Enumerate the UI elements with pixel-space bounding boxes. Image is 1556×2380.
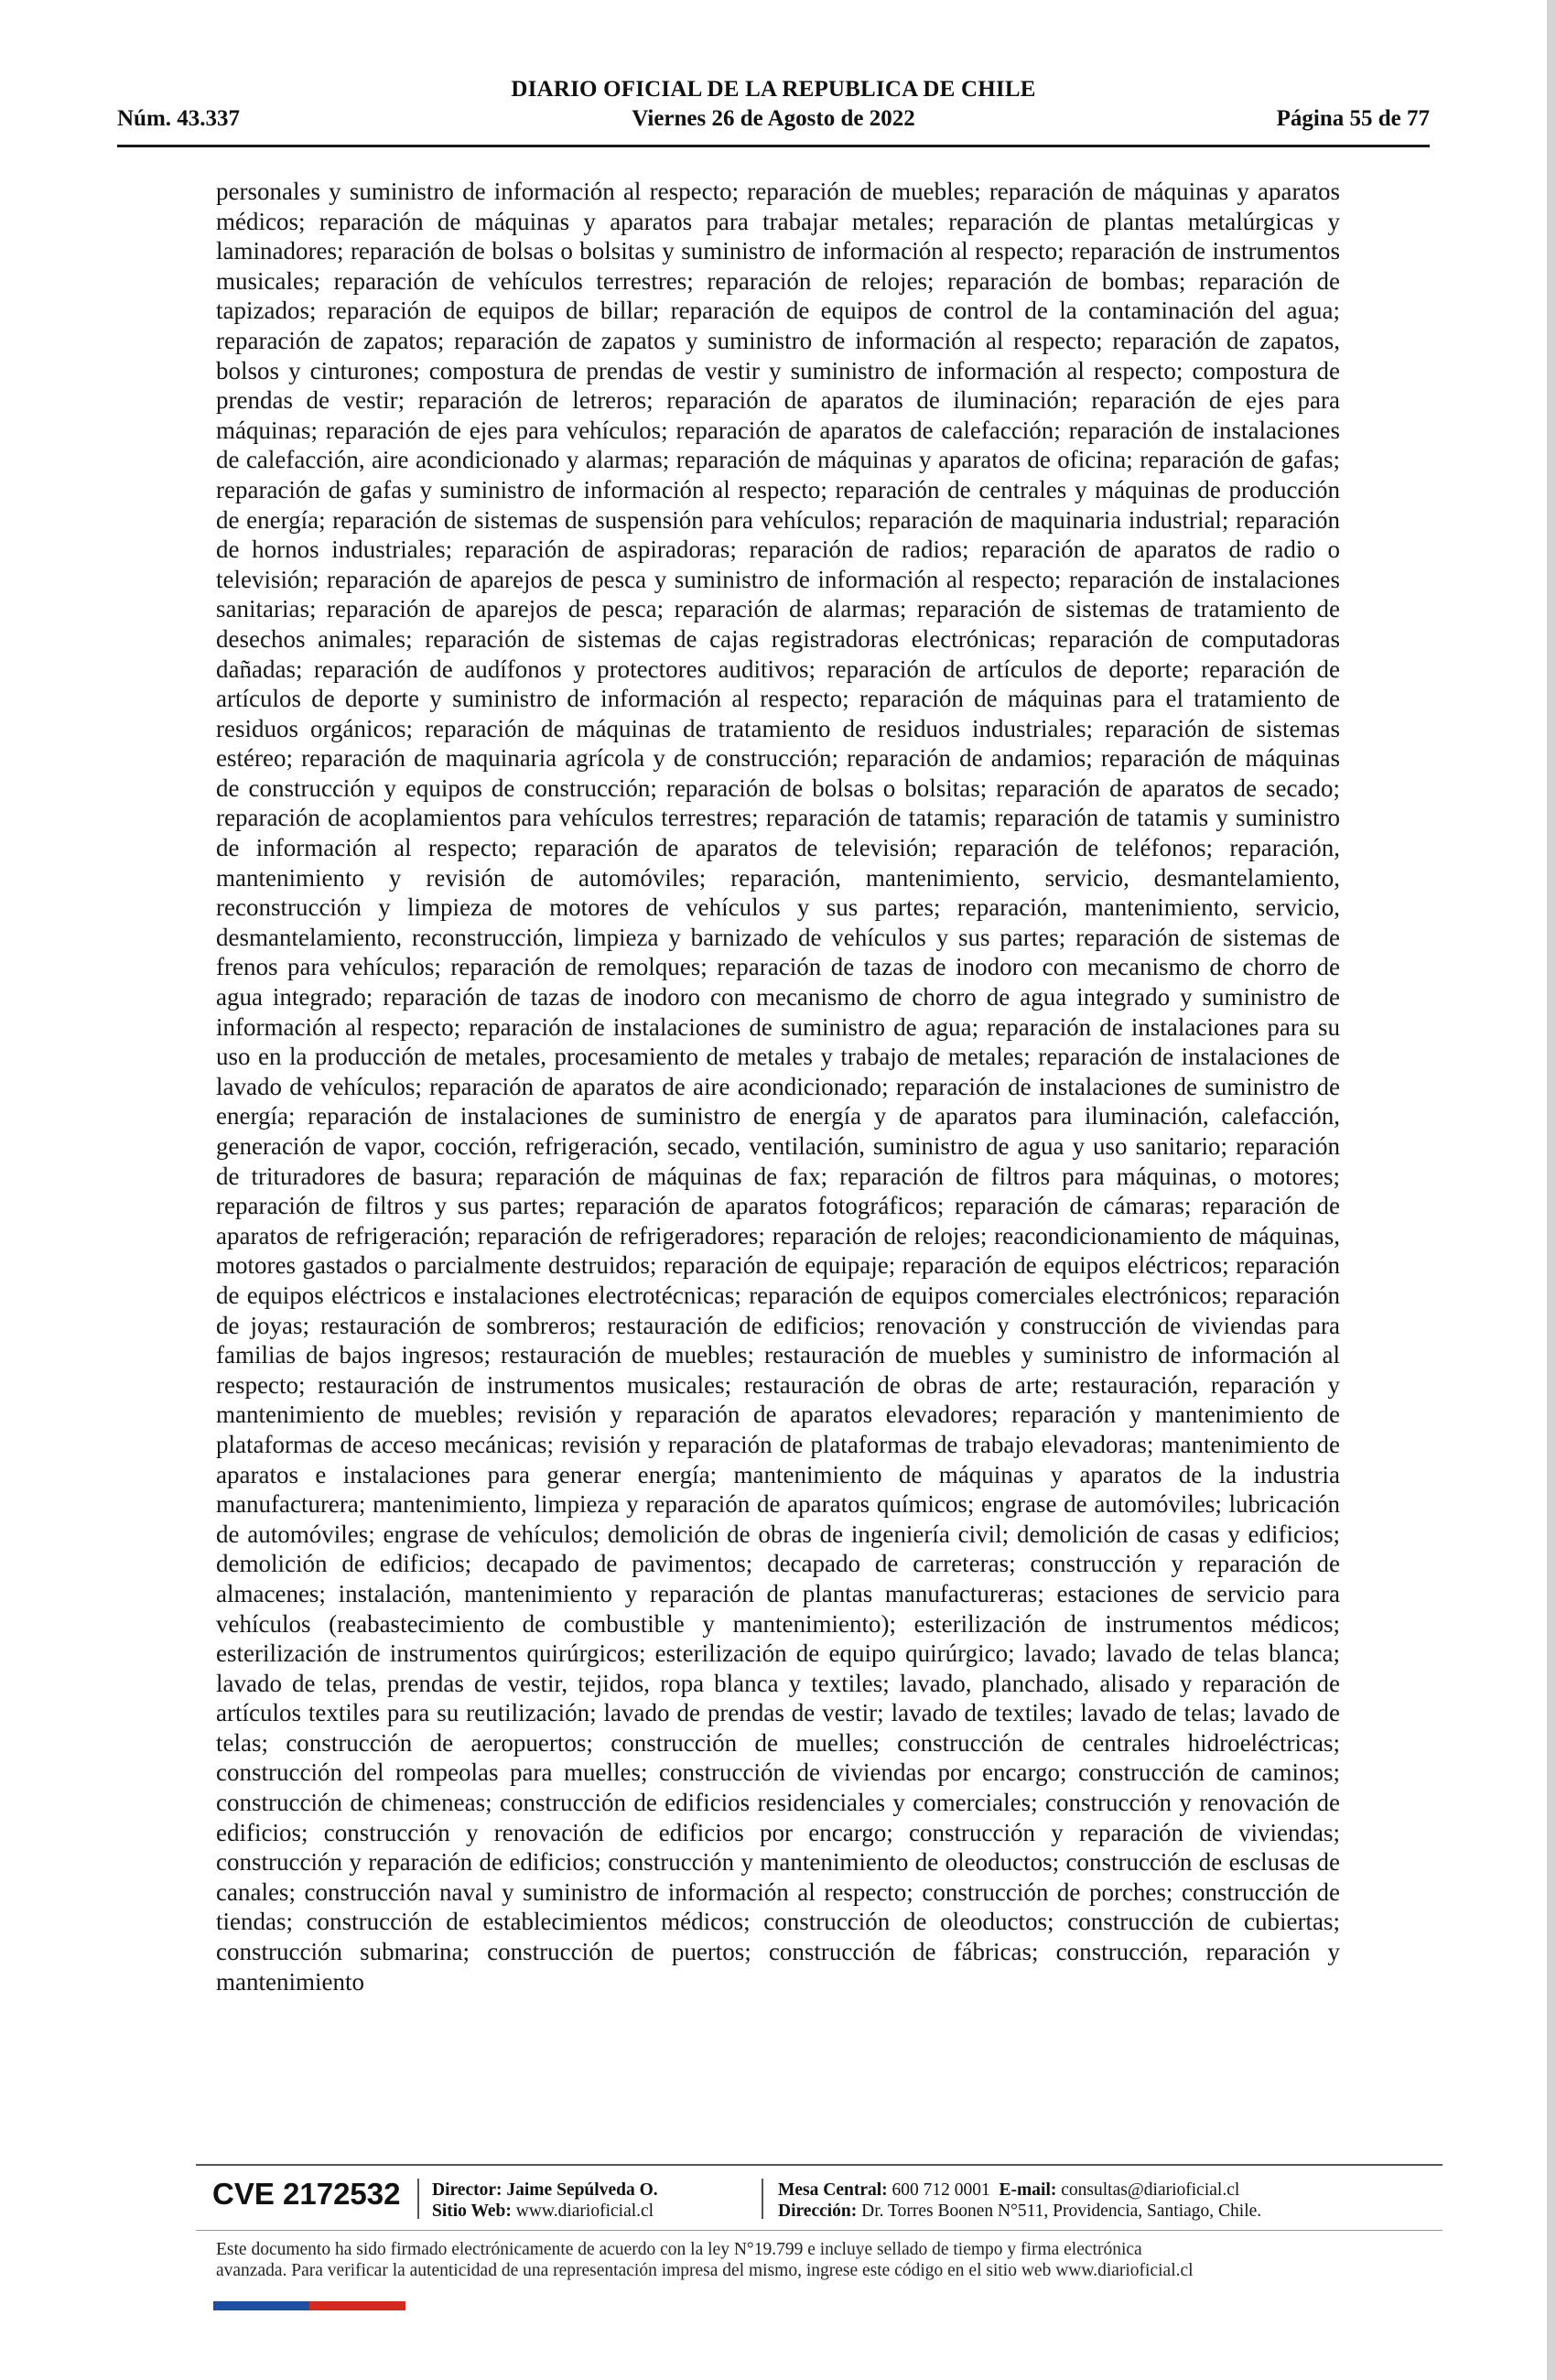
flag-blue-segment: [213, 2301, 309, 2310]
email-label: E-mail:: [999, 2180, 1057, 2200]
page-header: [117, 77, 1430, 146]
footer-director-block: [432, 2180, 658, 2222]
director-name: Jaime Sepúlveda O.: [506, 2180, 658, 2200]
issue-number: Núm. 43.337: [117, 106, 241, 131]
cve-code: CVE 2172532: [212, 2177, 401, 2211]
address-value: Dr. Torres Boonen N°511, Providencia, Santiago, Chile.: [861, 2202, 1262, 2221]
footer-separator: [417, 2179, 419, 2219]
notice-line: avanzada. Para verificar la autenticidad de una representación impresa del mismo, ingrese este código en el sitio web www.diarioficial.cl: [216, 2261, 1194, 2280]
phone-label: Mesa Central:: [778, 2180, 888, 2200]
header-divider: [117, 145, 1430, 147]
address-label: Dirección:: [778, 2202, 858, 2221]
director-label: Director:: [432, 2180, 502, 2200]
newspaper-title: DIARIO OFICIAL DE LA REPUBLICA DE CHILE: [511, 77, 1036, 102]
footer-divider: [196, 2164, 1443, 2166]
footer-separator: [762, 2179, 763, 2219]
page-edge: [1547, 0, 1556, 2380]
footer-contact-block: [778, 2180, 1261, 2222]
body-text: [216, 177, 1340, 1996]
email-link[interactable]: consultas@diarioficial.cl: [1061, 2180, 1240, 2200]
body-paragraph: personales y suministro de información al respecto; reparación de muebles; reparación de máquinas y aparatos médicos; reparación de máquinas y aparatos para trabajar metales; reparación de plantas metalúrgicas y laminadores; reparación de bolsas o bolsitas y suministro de información al respecto; reparación de instrumentos musicales; reparación de vehículos terrestres; reparación de relojes; reparación de bombas; reparación de tapizados; reparación de equipos de billar; reparación de equipos de control de la contaminación del agua; reparación de zapatos; reparación de zapatos y suministro de información al respecto; reparación de zapatos, bolsos y cinturones; compostura de prendas de vestir y suministro de información al respecto; compostura de prendas de vestir; reparación de letreros; reparación de aparatos de iluminación; reparación de ejes para máquinas; reparación de ejes para vehículos; reparación de aparatos de calefacción; reparación de instalaciones de calefacción, aire acondicionado y alarmas; reparación de máquinas y aparatos de oficina; reparación de gafas; reparación de gafas y suministro de información al respecto; reparación de centrales y máquinas de producción de energía; reparación de sistemas de suspensión para vehículos; reparación de maquinaria industrial; reparación de hornos industriales; reparación de aspiradoras; reparación de radios; reparación de aparatos de radio o televisión; reparación de aparejos de pesca y suministro de información al respecto; reparación de instalaciones sanitarias; reparación de aparejos de pesca; reparación de alarmas; reparación de sistemas de tratamiento de desechos animales; reparación de sistemas de cajas registradoras electrónicas; reparación de computadoras dañadas; reparación de audífonos y protectores auditivos; reparación de artículos de deporte; reparación de artículos de deporte y suministro de información al respecto; reparación de máquinas para el tratamiento de residuos orgánicos; reparación de máquinas de tratamiento de residuos industriales; reparación de sistemas estéreo; reparación de maquinaria agrícola y de construcción; reparación de andamios; reparación de máquinas de construcción y equipos de construcción; reparación de bolsas o bolsitas; reparación de aparatos de secado; reparación de acoplamientos para vehículos terrestres; reparación de tatamis; reparación de tatamis y suministro de información al respecto; reparación de aparatos de televisión; reparación de teléfonos; reparación, mantenimiento y revisión de automóviles; reparación, mantenimiento, servicio, desmantelamiento, reconstrucción y limpieza de motores de vehículos y sus partes; reparación, mantenimiento, servicio, desmantelamiento, reconstrucción, limpieza y barnizado de vehículos y sus partes; reparación de sistemas de frenos para vehículos; reparación de remolques; reparación de tazas de inodoro con mecanismo de chorro de agua integrado; reparación de tazas de inodoro con mecanismo de chorro de agua integrado y suministro de información al respecto; reparación de instalaciones de suministro de agua; reparación de instalaciones para su uso en la producción de metales, procesamiento de metales y trabajo de metales; reparación de instalaciones de lavado de vehículos; reparación de aparatos de aire acondicionado; reparación de instalaciones de suministro de energía; reparación de instalaciones de suministro de energía y de aparatos para iluminación, calefacción, generación de vapor, cocción, refrigeración, secado, ventilación, suministro de agua y uso sanitario; reparación de trituradores de basura; reparación de máquinas de fax; reparación de filtros para máquinas, o motores; reparación de filtros y sus partes; reparación de aparatos fotográficos; reparación de cámaras; reparación de aparatos de refrigeración; reparación de refrigeradores; reparación de relojes; reacondicionamiento de máquinas, motores gastados o parcialmente destruidos; reparación de equipaje; reparación de equipos eléctricos; reparación de equipos eléctricos e instalaciones electrotécnicas; reparación de equipos comerciales electrónicos; reparación de joyas; restauración de sombreros; restauración de edificios; renovación y construcción de viviendas para familias de bajos ingresos; restauración de muebles; restauración de muebles y suministro de información al respecto; restauración de instrumentos musicales; restauración de obras de arte; restauración, reparación y mantenimiento de muebles; revisión y reparación de aparatos elevadores; reparación y mantenimiento de plataformas de acceso mecánicas; revisión y reparación de plataformas de trabajo elevadoras; mantenimiento de aparatos e instalaciones para generar energía; mantenimiento de máquinas y aparatos de la industria manufacturera; mantenimiento, limpieza y reparación de aparatos químicos; engrase de automóviles; lubricación de automóviles; engrase de vehículos; demolición de obras de ingeniería civil; demolición de casas y edificios; demolición de edificios; decapado de pavimentos; decapado de carreteras; construcción y reparación de almacenes; instalación, mantenimiento y reparación de plantas manufactureras; estaciones de servicio para vehículos (reabastecimiento de combustible y mantenimiento); esterilización de instrumentos médicos; esterilización de instrumentos quirúrgicos; esterilización de equipo quirúrgico; lavado; lavado de telas blanca; lavado de telas, prendas de vestir, tejidos, ropa blanca y textiles; lavado, planchado, alisado y reparación de artículos textiles para su reutilización; lavado de prendas de vestir; lavado de textiles; lavado de telas; lavado de telas; construcción de aeropuertos; construcción de muelles; construcción de centrales hidroeléctricas; construcción del rompeolas para muelles; construcción de viviendas por encargo; construcción de caminos; construcción de chimeneas; construcción de edificios residenciales y comerciales; construcción y renovación de edificios; construcción y renovación de edificios por encargo; construcción y reparación de viviendas; construcción y reparación de edificios; construcción y mantenimiento de oleoductos; construcción de esclusas de canales; construcción naval y suministro de información al respecto; construcción de porches; construcción de tiendas; construcción de establecimientos médicos; construcción de oleoductos; construcción de cubiertas; construcción submarina; construcción de puertos; construcción de fábricas; construcción, reparación y mantenimiento: [216, 178, 1340, 1996]
issue-date: Viernes 26 de Agosto de 2022: [632, 106, 915, 131]
flag-stripe: [213, 2301, 405, 2310]
web-label: Sitio Web:: [432, 2202, 512, 2221]
page-indicator: Página 55 de 77: [1276, 106, 1430, 131]
flag-red-segment: [309, 2301, 405, 2310]
signature-notice: [216, 2239, 1360, 2281]
phone-value: 600 712 0001: [891, 2180, 990, 2200]
footer-inner-divider: [196, 2230, 1443, 2231]
notice-line: Este documento ha sido firmado electrónicamente de acuerdo con la ley N°19.799 e incluye sellado de tiempo y firma electrónica: [216, 2240, 1142, 2259]
web-link[interactable]: www.diarioficial.cl: [515, 2202, 654, 2221]
